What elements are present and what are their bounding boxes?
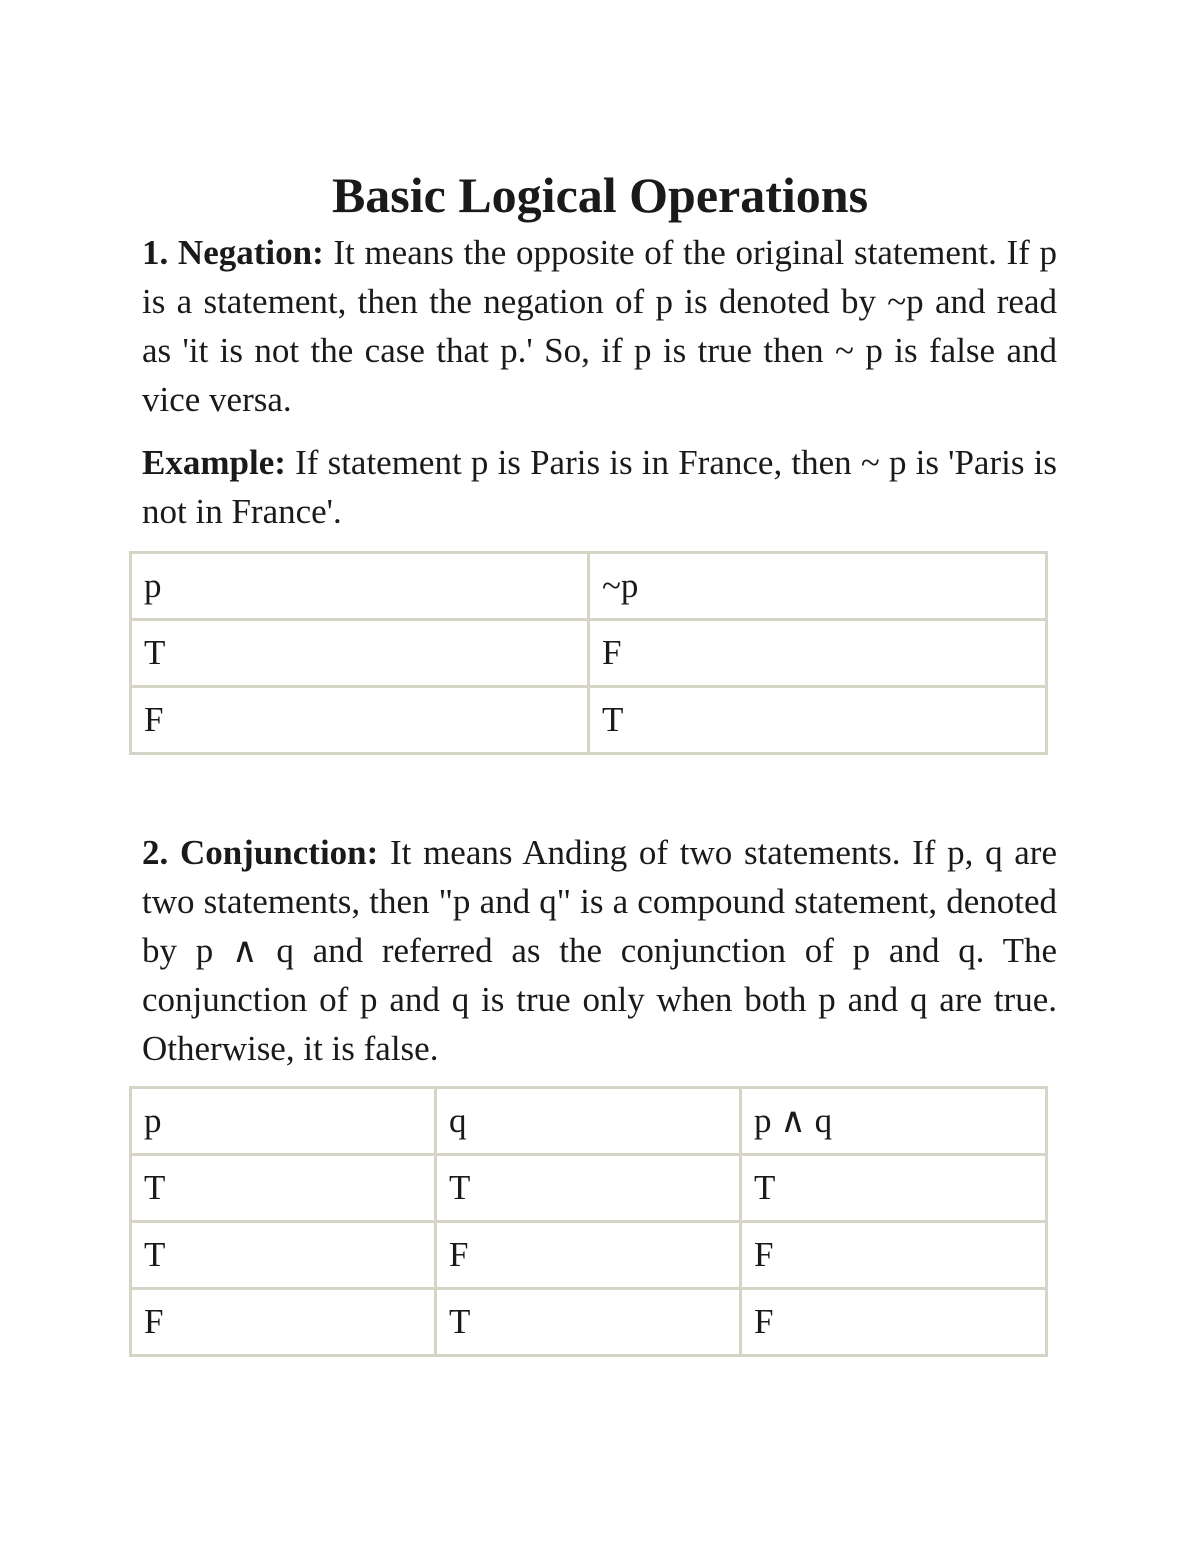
table-cell: T: [131, 1222, 436, 1289]
table-row: [131, 620, 1047, 687]
table-cell: T: [131, 620, 589, 687]
table-cell: F: [131, 1289, 436, 1356]
table-header-row: [131, 553, 1047, 620]
table-cell: F: [131, 687, 589, 754]
example-label: Example:: [142, 443, 286, 482]
table-header-row: [131, 1088, 1047, 1155]
conjunction-truth-table: [129, 1086, 1048, 1357]
negation-heading: 1. Negation:: [142, 233, 324, 272]
table-cell: F: [741, 1222, 1047, 1289]
table-row: [131, 1222, 1047, 1289]
table-cell: T: [741, 1155, 1047, 1222]
example-text: If statement p is Paris is in France, then ~ p is 'Paris is not in France'.: [142, 443, 1057, 531]
conjunction-paragraph: [142, 828, 1057, 1073]
table-header-cell: p ∧ q: [741, 1088, 1047, 1155]
negation-example: [142, 438, 1057, 536]
table-cell: T: [131, 1155, 436, 1222]
table-header-cell: p: [131, 1088, 436, 1155]
table-cell: F: [589, 620, 1047, 687]
table-cell: T: [589, 687, 1047, 754]
conjunction-heading: 2. Conjunction:: [142, 833, 379, 872]
table-header-cell: q: [436, 1088, 741, 1155]
conjunction-text: It means Anding of two statements. If p, q are two statements, then "p and q" is a compound statement, denoted by p ∧ q and referred as the conjunction of p and q. The conjunction of p and q is true only when both p and q are true. Otherwise, it is false.: [142, 833, 1057, 1068]
table-cell: F: [436, 1222, 741, 1289]
table-header-cell: ~p: [589, 553, 1047, 620]
table-header-cell: p: [131, 553, 589, 620]
table-row: [131, 1155, 1047, 1222]
negation-paragraph: [142, 228, 1057, 424]
table-cell: T: [436, 1155, 741, 1222]
table-cell: T: [436, 1289, 741, 1356]
negation-truth-table: [129, 551, 1048, 755]
negation-text: It means the opposite of the original statement. If p is a statement, then the negation of p is denoted by ~p and read as 'it is not the case that p.' So, if p is true then ~ p is false and vice versa.: [142, 233, 1057, 419]
table-row: [131, 1289, 1047, 1356]
page-title: Basic Logical Operations: [331, 167, 869, 223]
table-cell: F: [741, 1289, 1047, 1356]
table-row: [131, 687, 1047, 754]
